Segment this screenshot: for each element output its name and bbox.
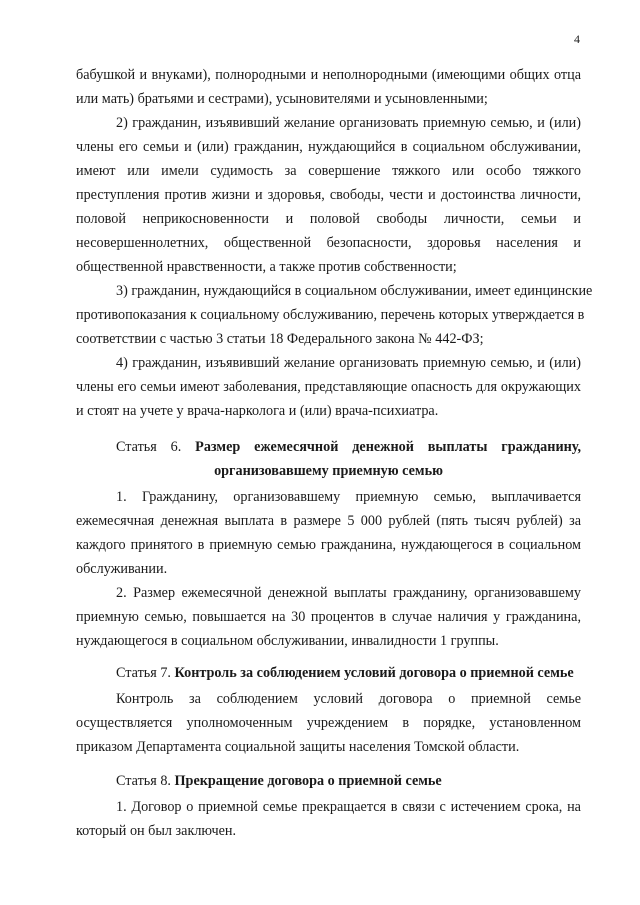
text-line: члены его семьи имеют заболевания, представляющие опасность для окружающих [76,379,581,395]
text-line: половой неприкосновенности и половой свободы личности, семьи и [76,211,581,227]
text-line: несовершеннолетних, общественной безопасности, здоровья населения и [76,235,581,251]
text-line: 2) гражданин, изъявивший желание организовать приемную семью, и (или) [116,115,581,131]
text-line: который он был заключен. [76,823,237,839]
article-heading [116,438,581,456]
page-number: 4 [574,32,580,46]
text-line: каждого принятого в приемную семью гражданина, нуждающегося в социальном [76,537,581,553]
article-heading [116,772,581,790]
text-line: имеют или имели судимость за совершение тяжкого или особо тяжкого [76,163,581,179]
text-line: общественной нравственности, а также против собственности; [76,259,457,275]
article-title: организовавшему приемную семью [214,463,443,479]
text-line: ежемесячная денежная выплата в размере 5 000 рублей (пять тысяч рублей) за [76,513,581,529]
article-title: Прекращение договора о приемной семье [174,773,442,789]
text-line: бабушкой и внуками), полнородными и неполнородными (имеющими общих отца [76,67,581,83]
article-title: Размер ежемесячной денежной выплаты гражданину, [195,439,582,455]
text-line: 3) гражданин, нуждающийся в социальном обслуживании, имеет единцинские [116,283,593,299]
article-title-cont [76,462,581,480]
text-line: и стоят на учете у врача-нарколога и (или) врача-психиатра. [76,403,439,419]
text-line: 4) гражданин, изъявивший желание организовать приемную семью, и (или) [116,355,581,371]
text-line: приказом Департамента социальной защиты населения Томской области. [76,739,520,755]
text-line: преступления против жизни и здоровья, свободы, чести и достоинства личности, [76,187,581,203]
text-line: члены его семьи и (или) гражданин, нуждающийся в социальном обслуживании, [76,139,581,155]
text-line: приемную семью, повышается на 30 процентов в случае наличия у гражданина, [76,609,581,625]
text-line: обслуживании. [76,561,168,577]
text-line: нуждающегося в социальном обслуживании, инвалидности 1 группы. [76,633,499,649]
article-prefix: Статья 8. [116,773,171,789]
text-line: соответствии с частью 3 статьи 18 Федерального закона № 442-ФЗ; [76,331,484,347]
text-line: 1. Гражданину, организовавшему приемную семью, выплачивается [116,489,581,505]
text-line: противопоказания к социальному обслуживанию, перечень которых утверждается в [76,307,585,323]
text-line: или мать) братьями и сестрами), усыновителями и усыновленными; [76,91,488,107]
article-title: Контроль за соблюдением условий договора о приемной семье [174,665,574,681]
article-prefix: Статья 6. [116,439,182,455]
text-line: осуществляется уполномоченным учреждением в порядке, установленном [76,715,581,731]
text-line: 1. Договор о приемной семье прекращается в связи с истечением срока, на [116,799,581,815]
article-prefix: Статья 7. [116,665,171,681]
article-heading [116,664,581,682]
text-line: 2. Размер ежемесячной денежной выплаты гражданину, организовавшему [116,585,581,601]
text-line: Контроль за соблюдением условий договора о приемной семье [116,691,581,707]
